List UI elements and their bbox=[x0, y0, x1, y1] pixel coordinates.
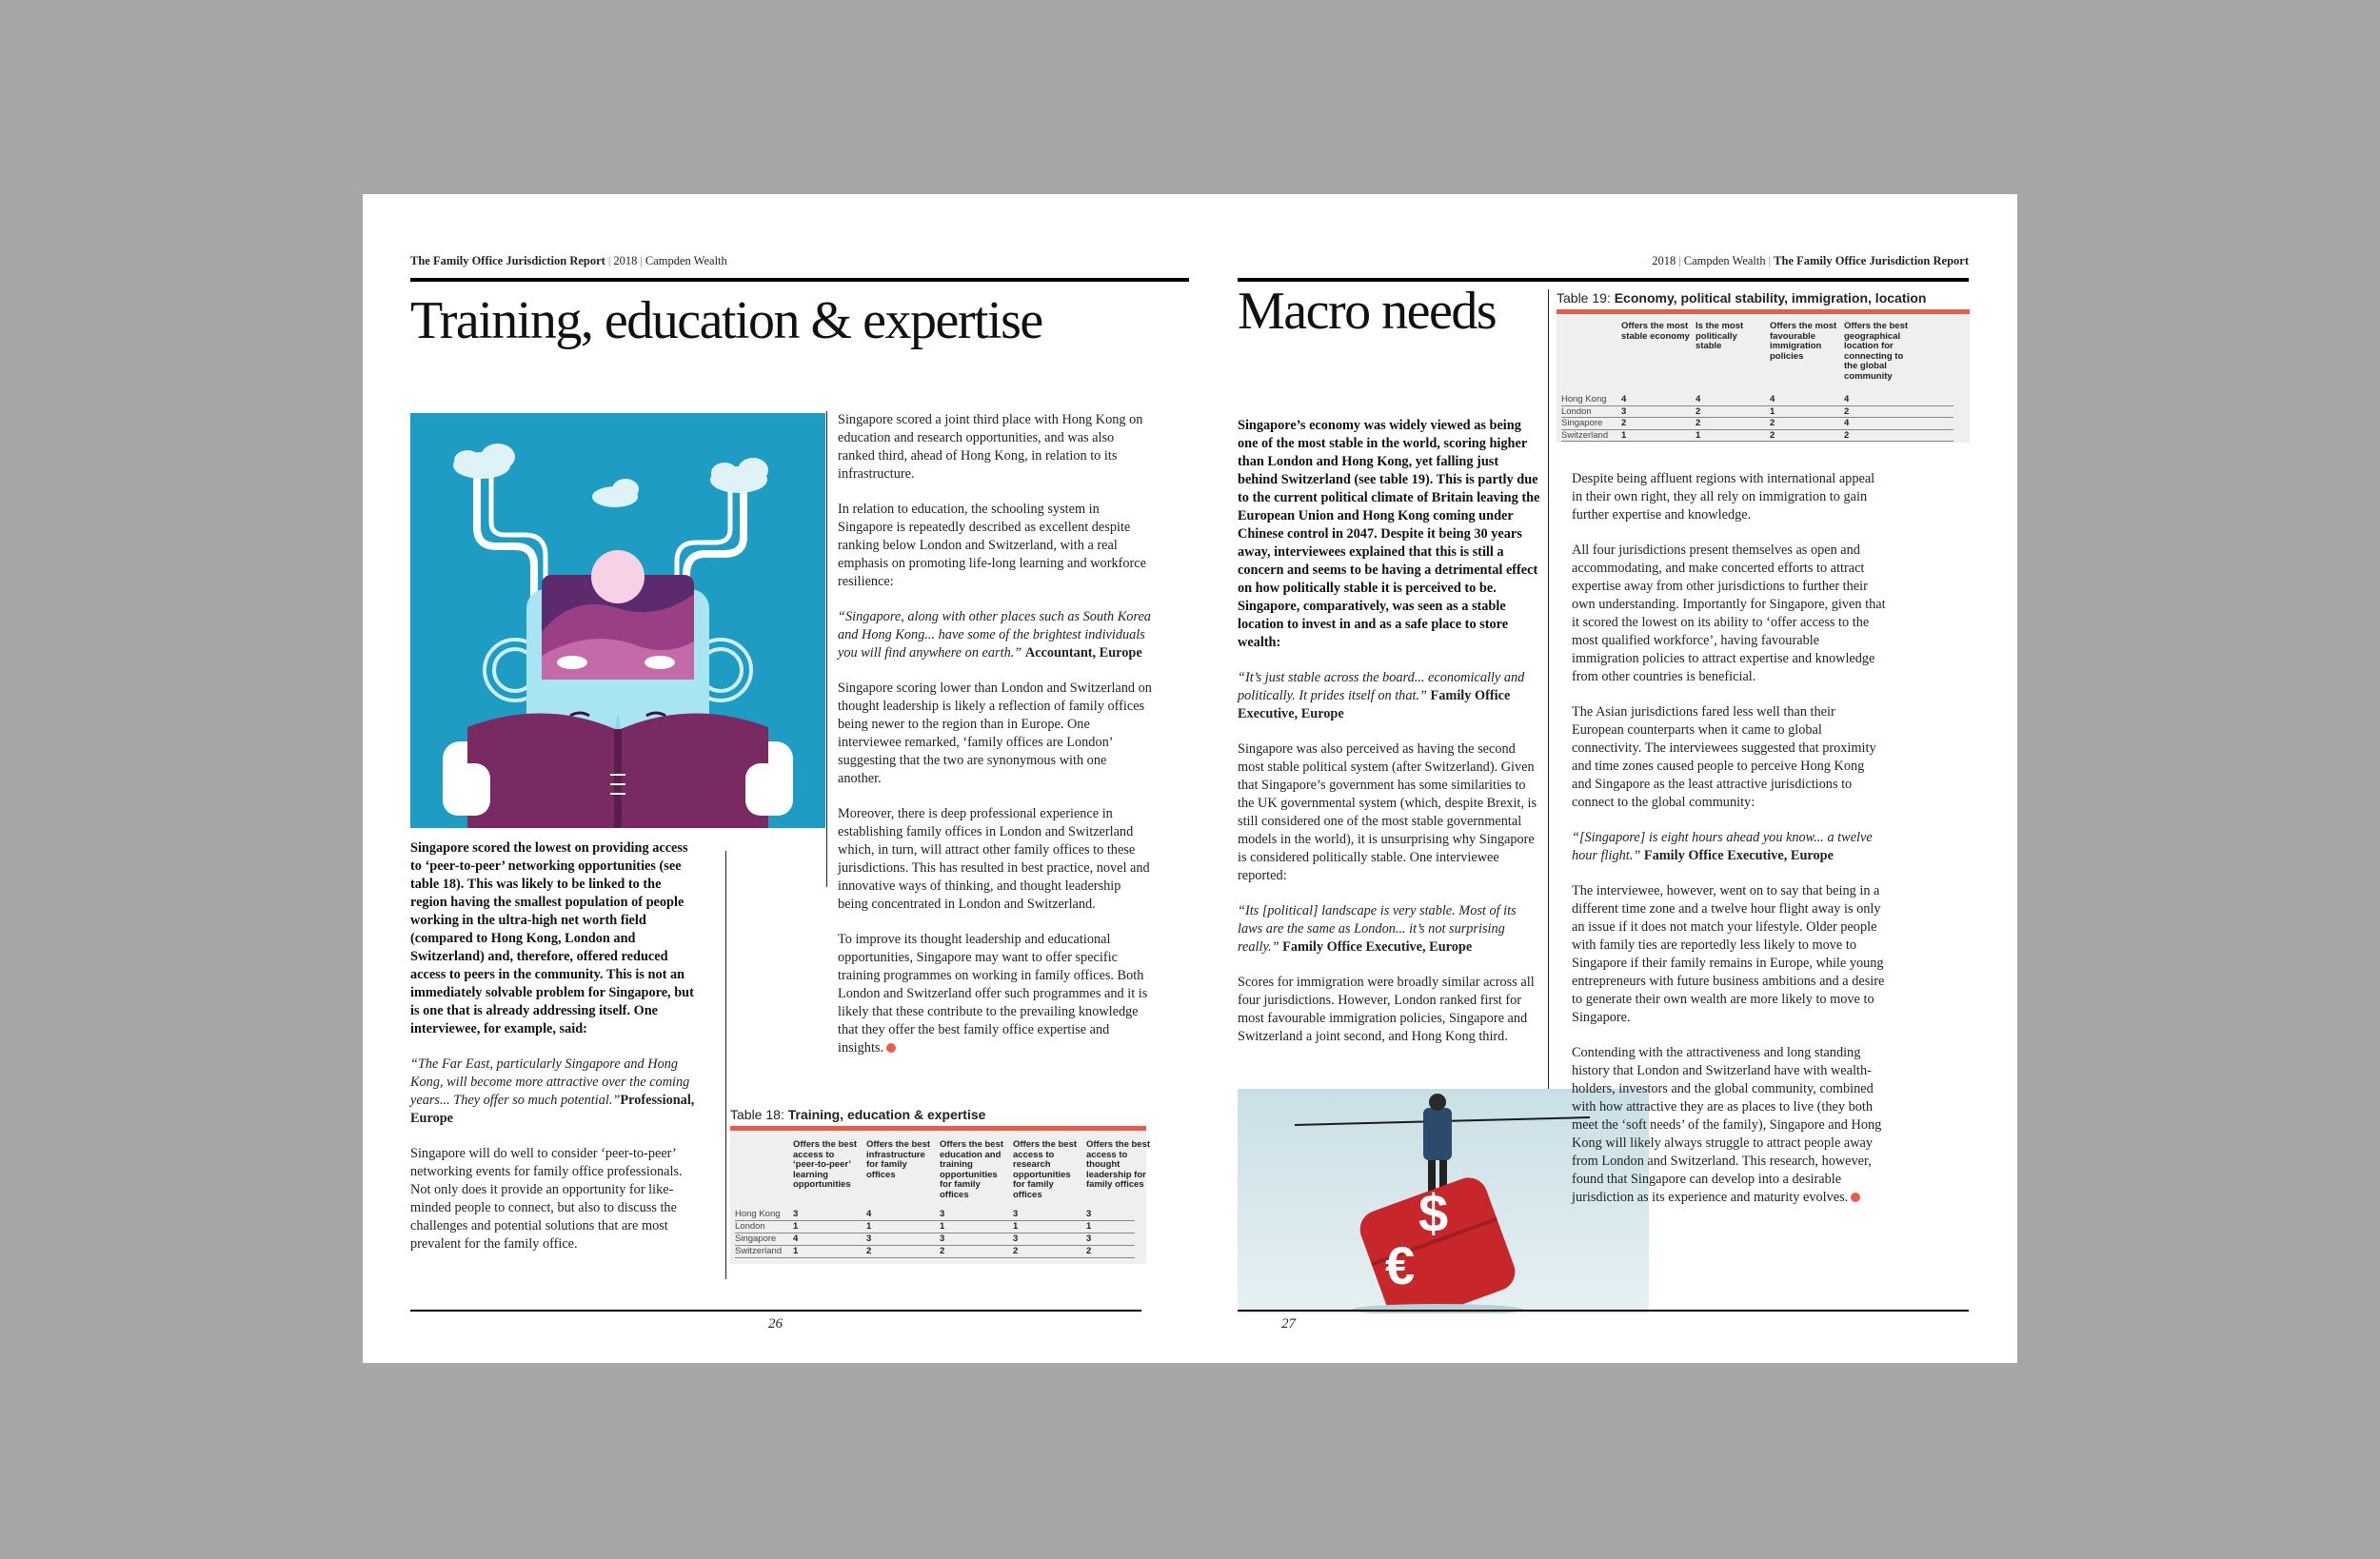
body-paragraph: Singapore was also perceived as having the second most stable political system (after Switzerland). Given that Singapore’s government has some similarities to the UK governmental system (which, despite Brexit, is still considered one of the most stable governmental models in the world), it is unsurprising why Singapore is considered politically stable. One interviewee reported: bbox=[1238, 741, 1537, 883]
quote-block: “Its [political] landscape is very stable. Most of its laws are the same as London... it’s not surprising really.” Family Office Executive, Europe bbox=[1238, 903, 1517, 955]
body-paragraph: All four jurisdictions present themselves as open and accommodating, and make concerted efforts to attract expertise away from other jurisdictions to further their own understanding. Importantly for Singapore, given that it scored the lowest on its ability to ‘offer access to the most qualified workforce’, having favourable immigration policies to attract expertise and knowledge from other countries is beneficial. bbox=[1572, 543, 1886, 684]
table-row-label: Singapore bbox=[1561, 418, 1603, 428]
table-cell: 2 bbox=[1696, 405, 1701, 417]
table-row-label: Hong Kong bbox=[1561, 394, 1607, 405]
svg-text:€: € bbox=[1385, 1235, 1416, 1295]
page-number: 26 bbox=[768, 1316, 783, 1332]
table-cell: 4 bbox=[1844, 394, 1850, 405]
table-cell: 2 bbox=[1086, 1246, 1092, 1256]
body-paragraph: Singapore scoring lower than London and Switzerland on thought leadership is likely a reflection of family offices being newer to the region than in Europe. One interviewee remarked, ‘family offices are London’ suggesting that the two are synonymous with one another. bbox=[838, 681, 1152, 786]
table-cell: 4 bbox=[1844, 418, 1850, 428]
table-row-label: Singapore bbox=[735, 1233, 777, 1244]
table-cell: 1 bbox=[793, 1221, 799, 1232]
table-cell: 3 bbox=[1086, 1233, 1092, 1244]
body-paragraph: The interviewee, however, went on to say that being in a different time zone and a twelve hour flight away is only an issue if it does not match your lifestyle. Older people with family ties are reportedly less likely to move to Singapore if their family remains in Europe, while young entrepreneurs with future business ambitions and a desire to generate their own wealth are more likely to move to Singapore. bbox=[1572, 883, 1885, 1025]
end-mark-icon bbox=[1851, 1193, 1860, 1202]
table-18 bbox=[730, 1106, 1151, 1264]
body-paragraph: To improve its thought leadership and educational opportunities, Singapore may want to offer specific training programmes on working in family offices. Both London and Switzerland offer such programmes and it is likely that these contribute to the prevailing knowledge that they offer the best family office expertise and insights. bbox=[838, 932, 1148, 1056]
table-row-rule bbox=[1561, 441, 1954, 442]
table-cell: 1 bbox=[1770, 405, 1775, 417]
table-cell: 4 bbox=[793, 1233, 799, 1244]
table-row-rule bbox=[1561, 405, 1954, 406]
table-cell: 1 bbox=[1696, 429, 1701, 441]
right-page bbox=[1190, 194, 2017, 1363]
body-paragraph: Despite being affluent regions with international appeal in their own right, they all rely on immigration to gain further expertise and knowledge. bbox=[1572, 471, 1875, 523]
table-header: Offers the best education and training opportunities for family offices bbox=[940, 1139, 1004, 1200]
table-cell: 3 bbox=[940, 1233, 945, 1244]
left-column-1 bbox=[410, 839, 699, 1271]
end-mark-icon bbox=[886, 1043, 896, 1053]
lead-paragraph: Singapore’s economy was widely viewed as being one of the most stable in the world, scoring higher than London and Hong Kong, yet falling just behind Switzerland (see table 19). This is partly due to the current political climate of Britain leaving the European Union and Hong Kong coming under Chinese control in 2047. Despite it being 30 years away, interviewees explained that this is still a concern and seems to be having a detrimental effect on how politically stable it is perceived to be. Singapore, comparatively, was seen as a stable location to invest in and as a safe place to store wealth: bbox=[1238, 418, 1540, 650]
lead-paragraph: Singapore scored the lowest on providing access to ‘peer-to-peer’ networking opportunities (see table 18). This was likely to be linked to the region having the smallest population of people working in the ultra-high net worth field (compared to Hong Kong, London and Switzerland) and, therefore, offered reduced access to peers in the community. This is not an immediately solvable problem for Singapore, but is one that is already addressing itself. One interviewee, for example, said: bbox=[410, 840, 694, 1036]
table-row-label: London bbox=[735, 1221, 765, 1232]
right-column-1 bbox=[1238, 417, 1540, 1063]
table-row-label: Hong Kong bbox=[735, 1209, 781, 1219]
table-cell: 2 bbox=[1844, 405, 1850, 417]
table-19 bbox=[1557, 289, 1970, 443]
table-cell: 4 bbox=[1621, 394, 1627, 405]
table-cell: 2 bbox=[1621, 418, 1627, 428]
table-cell: 1 bbox=[1013, 1221, 1019, 1232]
table-cell: 2 bbox=[1696, 418, 1701, 428]
table-cell: 4 bbox=[1770, 394, 1775, 405]
table-cell: 1 bbox=[1621, 429, 1627, 441]
table-caption: Table 19: Economy, political stability, immigration, location bbox=[1557, 290, 1927, 306]
quote-block: “Singapore, along with other places such as South Korea and Hong Kong... have some of the brightest individuals you will find anywhere on earth.” Accountant, Europe bbox=[838, 609, 1151, 661]
table-cell: 3 bbox=[940, 1209, 945, 1219]
footer-rule bbox=[1238, 1310, 1969, 1312]
right-column-2 bbox=[1572, 470, 1886, 1224]
table-cell: 2 bbox=[940, 1246, 945, 1256]
body-paragraph: Contending with the attractiveness and long standing history that London and Switzerland have with wealth-holders, investors and the global community, combined with how attractive they are as places to live (they both meet the ‘soft needs’ of the family), Singapore and Hong Kong will likely always struggle to attract people away from London and Switzerland. This research, however, found that Singapore can develop into a desirable jurisdiction as its experience and maturity evolves. bbox=[1572, 1045, 1882, 1205]
table-cell: 1 bbox=[793, 1246, 799, 1256]
table-cell: 3 bbox=[793, 1209, 799, 1219]
table-cell: 3 bbox=[1013, 1233, 1019, 1244]
table-cell: 1 bbox=[866, 1221, 872, 1232]
table-cell: 3 bbox=[866, 1233, 872, 1244]
column-divider bbox=[826, 411, 827, 887]
table-cell: 2 bbox=[1844, 429, 1850, 441]
magazine-spread bbox=[363, 194, 2017, 1363]
table-header: Offers the best infrastructure for family offices bbox=[866, 1139, 931, 1180]
table-cell: 4 bbox=[866, 1209, 872, 1219]
table-header: Offers the best access to research opportunities for family offices bbox=[1013, 1139, 1078, 1200]
left-column-2 bbox=[838, 411, 1152, 1075]
table-row-label: Switzerland bbox=[735, 1246, 783, 1256]
footer-rule bbox=[410, 1310, 1141, 1312]
left-page bbox=[363, 194, 1190, 1363]
page-title: Training, education & expertise bbox=[410, 291, 1042, 350]
table-body bbox=[1557, 314, 1970, 443]
table-cell: 1 bbox=[1086, 1221, 1092, 1232]
body-paragraph: Singapore will do well to consider ‘peer-to-peer’ networking events for family office professionals. Not only does it provide an opportunity for like-minded people to connect, but also to discuss the challenges and potential solutions that are most prevalent for the family office. bbox=[410, 1146, 683, 1252]
table-cell: 2 bbox=[1770, 429, 1775, 441]
table-header: Is the most politically stable bbox=[1696, 321, 1744, 351]
table-row-rule bbox=[1561, 417, 1954, 418]
table-header: Offers the most favourable immigration policies bbox=[1770, 321, 1837, 362]
quote-block: “It’s just stable across the board... economically and politically. It prides itself on that.” Family Office Executive, Europe bbox=[1238, 670, 1525, 721]
header-rule bbox=[410, 278, 1189, 282]
table-cell: 4 bbox=[1696, 394, 1701, 405]
running-head-right: 2018 | Campden Wealth | The Family Office Jurisdiction Report bbox=[1652, 254, 1969, 267]
running-head-left: The Family Office Jurisdiction Report | 2018 | Campden Wealth bbox=[410, 254, 727, 267]
table-header: Offers the most stable economy bbox=[1621, 321, 1690, 342]
column-divider bbox=[725, 851, 726, 1279]
page-number: 27 bbox=[1281, 1316, 1296, 1332]
body-paragraph: Singapore scored a joint third place with Hong Kong on education and research opportunities, and was also ranked third, ahead of Hong Kong, in relation to its infrastructure. bbox=[838, 412, 1143, 482]
table-row-rule bbox=[1561, 429, 1954, 430]
table-cell: 3 bbox=[1621, 405, 1627, 417]
table-header: Offers the best access to ‘peer-to-peer’ learning opportunities bbox=[793, 1139, 858, 1190]
page-title: Macro needs bbox=[1238, 282, 1497, 341]
book-head-illustration bbox=[410, 413, 825, 828]
body-paragraph: Scores for immigration were broadly similar across all four jurisdictions. However, London ranked first for most favourable immigration policies, Singapore and Switzerland a joint second, and Hong Kong third. bbox=[1238, 975, 1535, 1044]
table-cell: 3 bbox=[1086, 1209, 1092, 1219]
table-header: Offers the best access to thought leadership for family offices bbox=[1086, 1139, 1151, 1190]
quote-block: “The Far East, particularly Singapore and Hong Kong, will become more attractive over the coming years... They offer so much potential.”Professional, Europe bbox=[410, 1056, 695, 1126]
table-cell: 1 bbox=[940, 1221, 945, 1232]
table-cell: 3 bbox=[1013, 1209, 1019, 1219]
table-row-rule bbox=[735, 1257, 1135, 1258]
table-cell: 2 bbox=[1770, 418, 1775, 428]
body-paragraph: The Asian jurisdictions fared less well than their European counterparts when it came to global connectivity. The interviewees suggested that proximity and time zones caused people to perceive Hong Kong and Singapore as the least attractive jurisdictions to connect to the global community: bbox=[1572, 704, 1876, 810]
table-cell: 2 bbox=[866, 1246, 872, 1256]
table-header: Offers the best geographical location for connecting to the global community bbox=[1844, 321, 1909, 382]
table-row-label: London bbox=[1561, 405, 1592, 417]
table-cell: 2 bbox=[1013, 1246, 1019, 1256]
body-paragraph: In relation to education, the schooling system in Singapore is repeatedly described as excellent despite ranking below London and Switzerland, with a real emphasis on promoting life-long learning and workforce resilience: bbox=[838, 502, 1146, 589]
body-paragraph: Moreover, there is deep professional experience in establishing family offices in London and Switzerland which, in turn, will attract other family offices to these jurisdictions. This has resulted in best practice, novel and innovative ways of thinking, and thought leadership being concentrated in London and Switzerland. bbox=[838, 806, 1150, 912]
table-caption: Table 18: Training, education & expertise bbox=[730, 1107, 986, 1122]
table-row-label: Switzerland bbox=[1561, 429, 1609, 441]
table-body bbox=[730, 1131, 1151, 1264]
quote-block: “[Singapore] is eight hours ahead you know... a twelve hour flight.” Family Office Executive, Europe bbox=[1572, 830, 1873, 863]
svg-text:$: $ bbox=[1418, 1183, 1449, 1243]
